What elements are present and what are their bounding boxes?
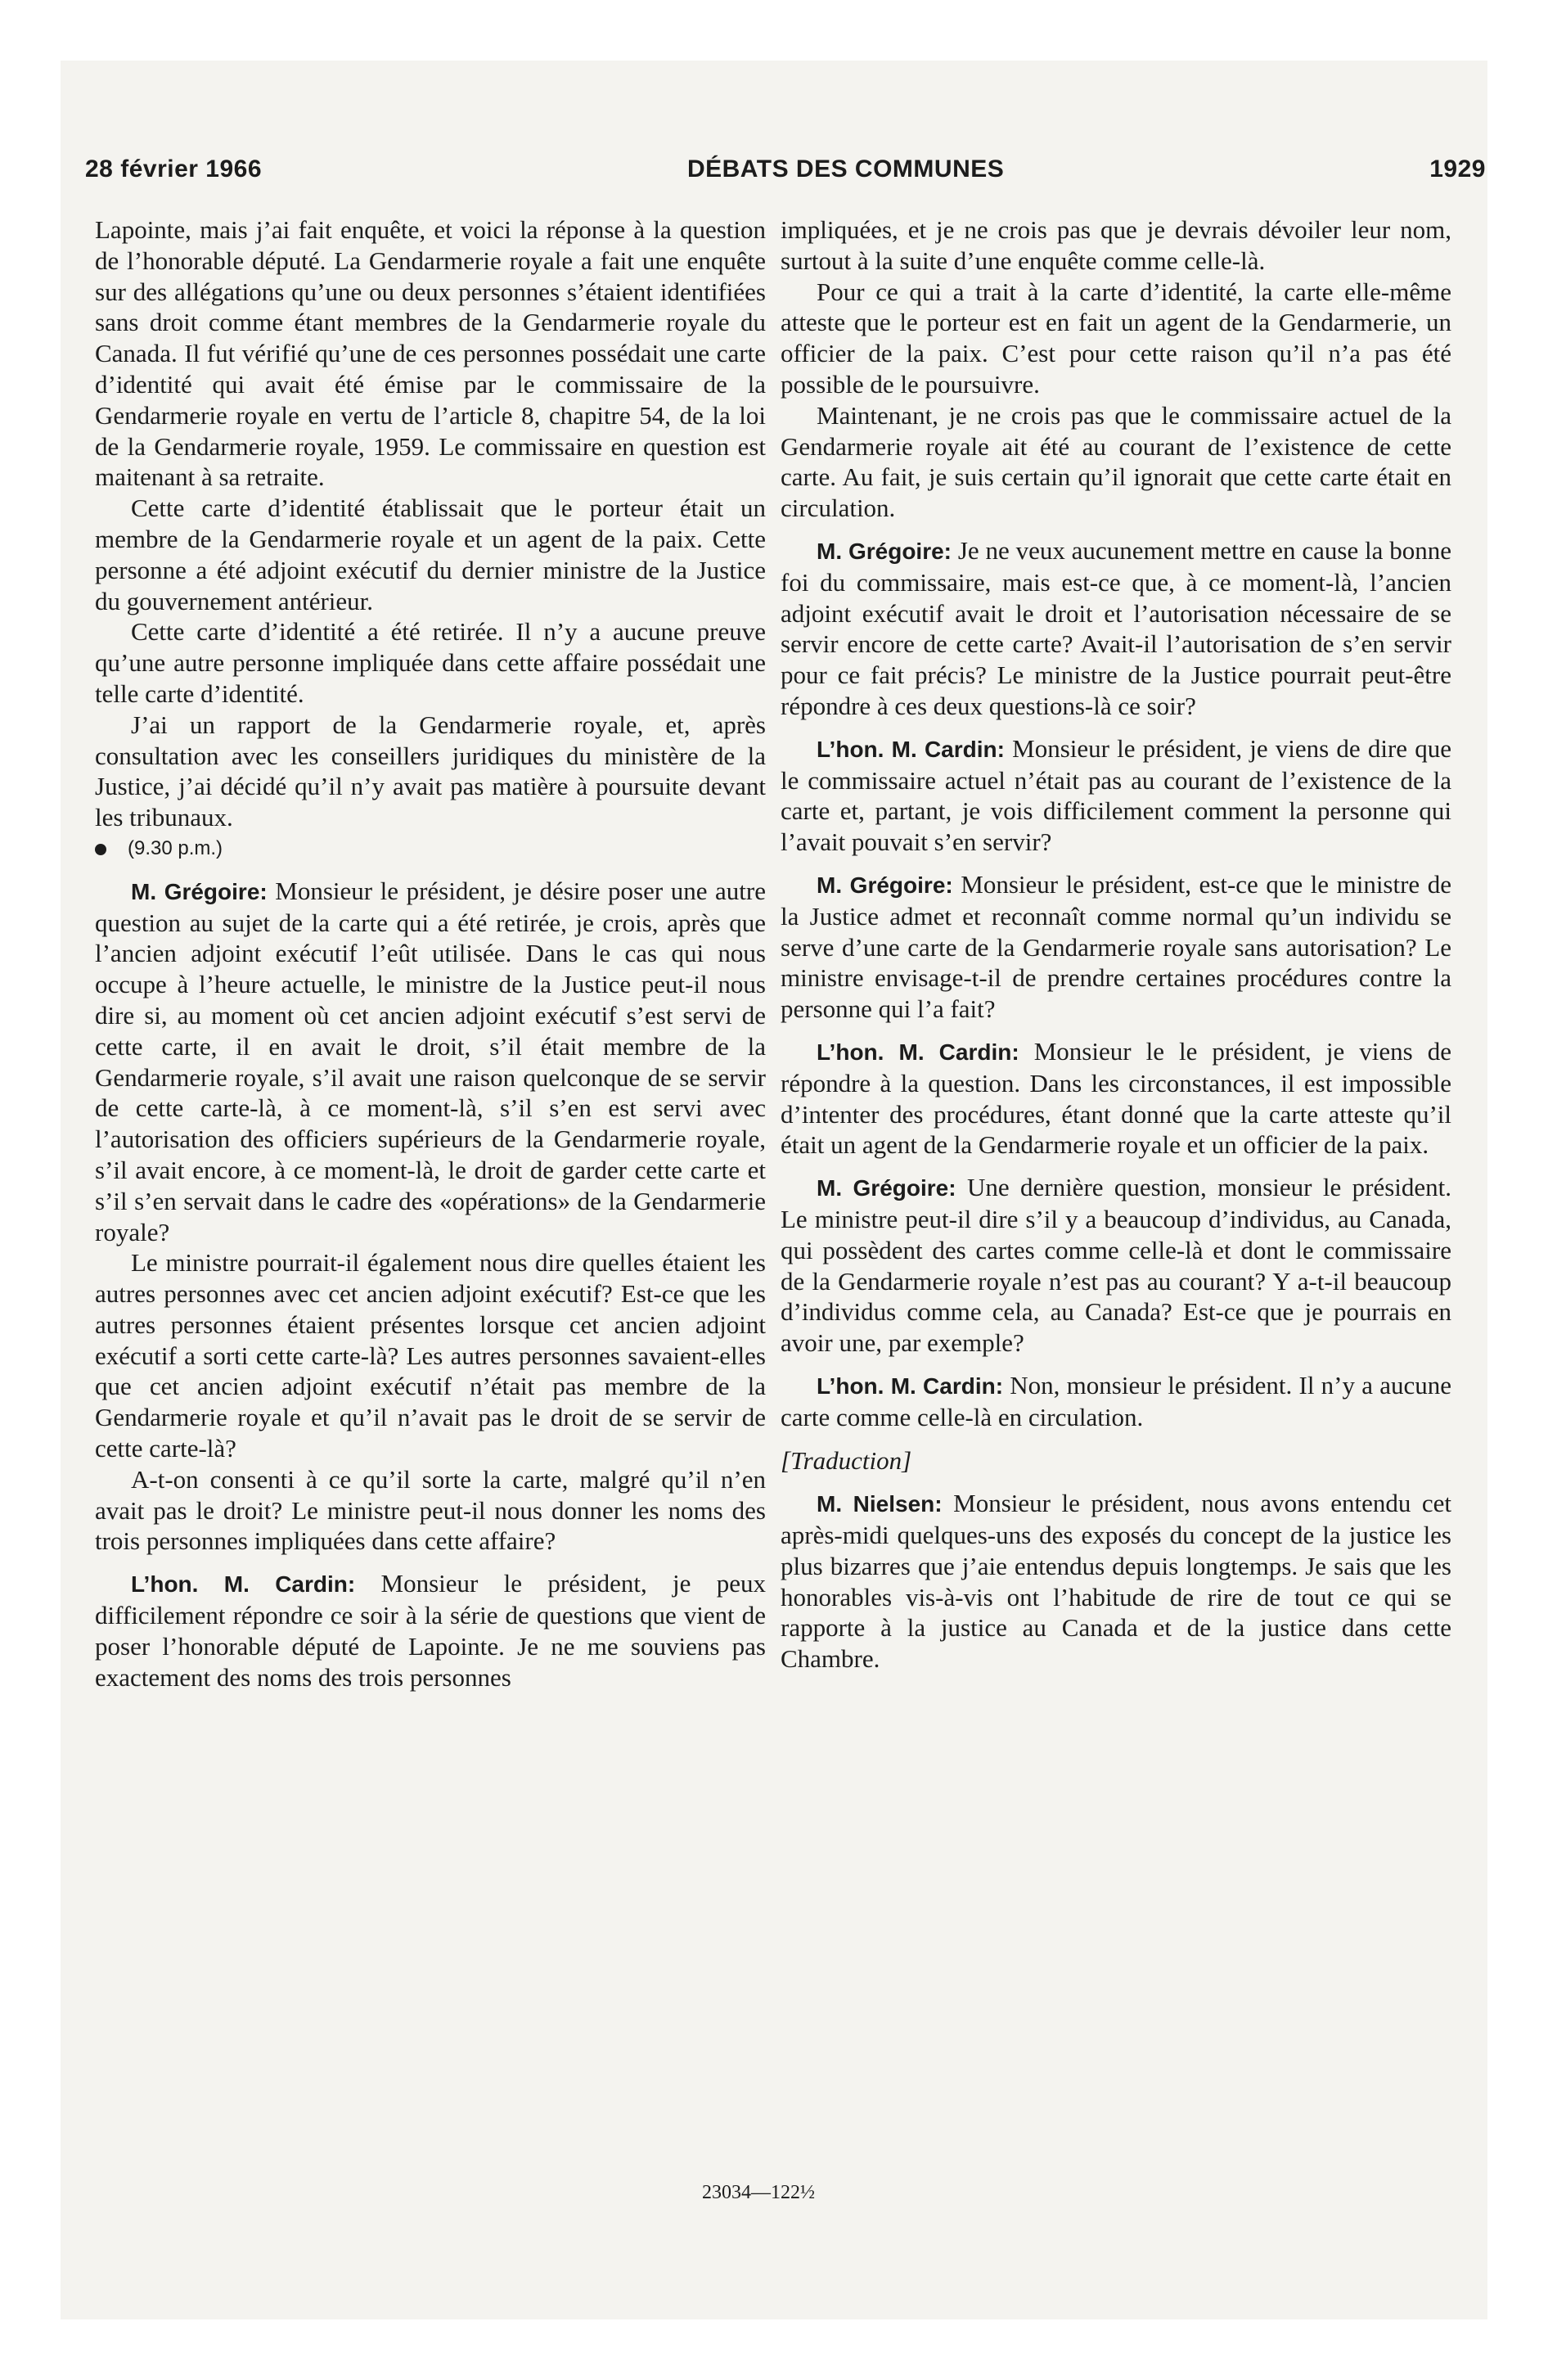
header-title: DÉBATS DES COMMUNES [686,156,1005,183]
speech-text: Monsieur le président, je désire poser une autre question au sujet de la carte qui a été retirée, je crois, après que l’ancien adjoint exécutif l’eût utilisée. Dans le cas qui nous occupe à l’heure actuelle, le ministre de la Justice peut-il nous dire si, au moment où cet ancien adjoint exécutif s’est servi de cette carte, il en avait le droit, s’il était membre de la Gendarmerie royale, s’il avait une raison quelconque de se servir de cette carte-là, à ce moment-là, s’il s’en est servi avec l’autorisation des officiers supérieurs de la Gendarmerie royale, s’il avait encore, à ce moment-là, le droit de garder cette carte et s’il s’en servait dans le cadre des «opérations» de la Gendarmerie royale? [95,876,766,1246]
header-date: 28 février 1966 [85,156,263,183]
paragraph: Cette carte d’identité a été retirée. Il n’y a aucune preuve qu’une autre personne impliquée dans cette affaire possédait une telle carte d’identité. [95,617,766,708]
right-column [781,214,1451,1675]
speech-text: Une dernière question, monsieur le président. Le ministre peut-il dire s’il y a beaucoup d’individus, au Canada, qui possèdent des cartes comme celle-là et dont le commissaire de la Gendarmerie royale n’est pas au courant? Y a-t-il beaucoup d’individus comme cela, au Canada? Est-ce que je pourrais en avoir une, par exemple? [781,1173,1452,1358]
speech-text: Monsieur le président, nous avons entendu cet après-midi quelques-uns des exposés du concept de la justice les plus bizarres que j’aie entendus depuis longtemps. Je sais que les honorables vis-à-vis ont l’habitude de rire de tout ce qui se rapporte à la justice au Canada et de la justice dans cette Chambre. [781,1489,1452,1674]
speech-text: Monsieur le président, je viens de dire que le commissaire actuel n’était pas au courant de l’existence de la carte et, partant, je vois difficilement comment la personne qui l’avait pouvait s’en servir? [781,733,1451,857]
left-column [95,214,766,1693]
speaker-name: L’hon. M. Cardin: [131,1571,356,1598]
speaker-name: M. Grégoire: [817,1175,956,1201]
speaker-name: M. Grégoire: [817,538,952,564]
speech-paragraph [781,869,1451,1025]
speech-paragraph [781,535,1451,722]
speech-paragraph [781,1370,1451,1433]
speech-text: Je ne veux aucunement mettre en cause la bonne foi du commissaire, mais est-ce que, à ce moment-là, l’ancien adjoint exécutif avait le droit et l’autorisation nécessaire de se servir encore de cette carte? Avait-il l’autorisation de s’en servir pour ce fait précis? Le ministre de la Justice pourrait peut-être répondre à ces deux questions-là ce soir? [781,535,1451,720]
speech-paragraph [95,1568,766,1693]
paragraph: A-t-on consenti à ce qu’il sorte la carte, malgré qu’il n’en avait pas le droit? Le ministre peut-il nous donner les noms des trois personnes impliquées dans cette affaire? [95,1464,766,1556]
speech-text: Monsieur le président, est-ce que le ministre de la Justice admet et reconnaît comme normal qu’un individu se serve d’une carte de la Gendarmerie royale sans autorisation? Le ministre envisage-t-il de prendre certaines procédures contre la personne qui l’a fait? [781,869,1452,1024]
speaker-name: M. Nielsen: [817,1491,943,1517]
speech-paragraph [781,733,1451,858]
speaker-name: L’hon. M. Cardin: [817,1039,1019,1065]
bullet-icon [95,844,106,855]
speaker-name: L’hon. M. Cardin: [817,736,1005,762]
paragraph-continued: Lapointe, mais j’ai fait enquête, et voici la réponse à la question de l’honorable député. La Gendarmerie royale a fait une enquête sur des allégations qu’une ou deux personnes s’étaient identifiées sans droit comme étant membres de la Gendarmerie royale du Canada. Il fut vérifié qu’une de ces personnes possédait une carte d’identité qui avait été émise par le commissaire de la Gendarmerie royale en vertu de l’article 8, chapitre 54, de la loi de la Gendarmerie royale, 1959. Le commissaire en question est maitenant à sa retraite. [95,215,766,492]
paragraph-continued: impliquées, et je ne crois pas que je devrais dévoiler leur nom, surtout à la suite d’une enquête comme celle-là. [781,215,1451,275]
header-page-number: 1929 [1429,156,1486,183]
speaker-name: M. Grégoire: [131,878,268,904]
speech-paragraph [95,876,766,1248]
speech-text: Monsieur le président, je peux difficilement répondre ce soir à la série de questions que vient de poser l’honorable député de Lapointe. Je ne me souviens pas exactement des noms des trois personnes [95,1569,766,1692]
paragraph: Pour ce qui a trait à la carte d’identité, la carte elle-même atteste que le porteur est en fait un agent de la Gendarmerie, un officier de la paix. C’est pour cette raison qu’il n’a pas été possible de le poursuivre. [781,277,1451,399]
speaker-name: M. Grégoire: [817,872,953,898]
speech-paragraph [781,1488,1451,1675]
paragraph: J’ai un rapport de la Gendarmerie royale, et, après consultation avec les conseillers juridiques du ministère de la Justice, j’ai décidé qu’il n’y avait pas matière à poursuite devant les tribunaux. [95,710,766,832]
time-marker-text: (9.30 p.m.) [128,836,223,859]
speaker-name: L’hon. M. Cardin: [817,1373,1004,1399]
translation-note: [Traduction] [781,1446,912,1476]
footer-code: 23034—122½ [702,2182,815,2203]
speech-text: Non, monsieur le président. Il n’y a aucune carte comme celle-là en circulation. [781,1370,1451,1431]
speech-paragraph [781,1172,1451,1359]
paragraph: Maintenant, je ne crois pas que le commissaire actuel de la Gendarmerie royale ait été au courant de l’existence de cette carte. Au fait, je suis certain qu’il ignorait que cette carte était en circulation. [781,400,1451,523]
speech-paragraph [781,1036,1451,1161]
paragraph: Le ministre pourrait-il également nous dire quelles étaient les autres personnes avec cet ancien adjoint exécutif? Est-ce que les autres personnes étaient présentes lorsque cet ancien adjoint exécutif a sorti cette carte-là? Les autres personnes savaient-elles que cet ancien adjoint exécutif n’était pas membre de la Gendarmerie royale et qu’il n’avait pas le droit de se servir de cette carte-là? [95,1248,766,1463]
speech-text: Monsieur le le président, je viens de répondre à la question. Dans les circonstances, il est impossible d’intenter des procédures, étant donné que la carte atteste qu’il était un agent de la Gendarmerie royale et un officier de la paix. [781,1036,1452,1160]
time-marker [95,833,766,864]
paragraph: Cette carte d’identité établissait que le porteur était un membre de la Gendarmerie royale et un agent de la paix. Cette personne a été adjoint exécutif du dernier ministre de la Justice du gouvernement antérieur. [95,494,766,615]
page-header [85,156,1486,183]
